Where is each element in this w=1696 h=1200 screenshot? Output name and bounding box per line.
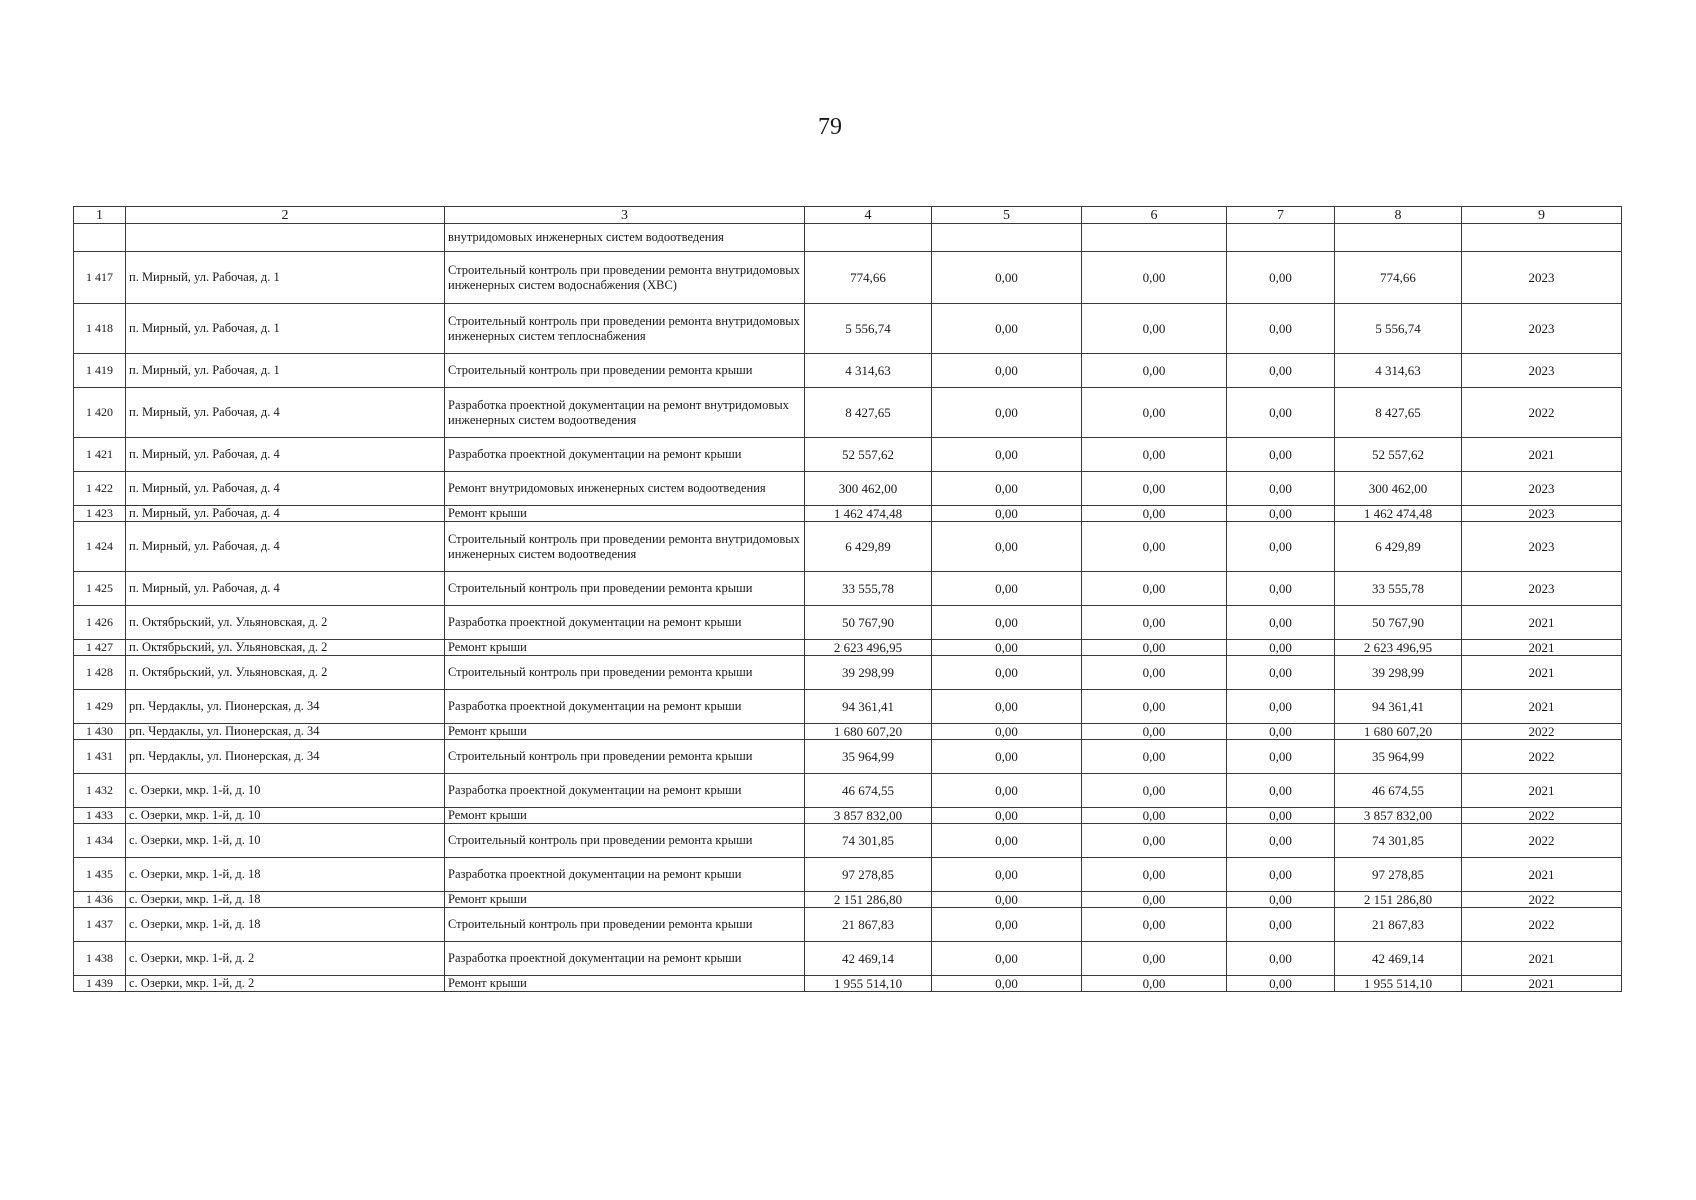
work-type-cell: Разработка проектной документации на ремонт крыши xyxy=(445,942,805,976)
region-budget-cell: 0,00 xyxy=(1082,858,1227,892)
year-cell: 2021 xyxy=(1462,656,1622,690)
year-cell: 2022 xyxy=(1462,892,1622,908)
region-budget-cell: 0,00 xyxy=(1082,808,1227,824)
table-row xyxy=(74,472,1622,506)
fund-cell: 0,00 xyxy=(932,354,1082,388)
total-cost-cell: 6 429,89 xyxy=(805,522,932,572)
year-cell: 2021 xyxy=(1462,606,1622,640)
address-cell: с. Озерки, мкр. 1-й, д. 18 xyxy=(126,858,445,892)
total-cost-cell: 39 298,99 xyxy=(805,656,932,690)
row-number: 1 437 xyxy=(74,908,126,942)
local-budget-cell: 0,00 xyxy=(1227,774,1335,808)
row-number: 1 436 xyxy=(74,892,126,908)
address-cell: п. Октябрьский, ул. Ульяновская, д. 2 xyxy=(126,606,445,640)
owners-funds-cell: 1 680 607,20 xyxy=(1335,724,1462,740)
year-cell: 2021 xyxy=(1462,640,1622,656)
owners-funds-cell: 46 674,55 xyxy=(1335,774,1462,808)
local-budget-cell: 0,00 xyxy=(1227,908,1335,942)
table-row xyxy=(74,354,1622,388)
owners-funds-cell: 2 623 496,95 xyxy=(1335,640,1462,656)
table-row xyxy=(74,438,1622,472)
table-row xyxy=(74,252,1622,304)
row-number: 1 439 xyxy=(74,976,126,992)
address-cell: с. Озерки, мкр. 1-й, д. 10 xyxy=(126,808,445,824)
table-row xyxy=(74,224,1622,252)
local-budget-cell: 0,00 xyxy=(1227,354,1335,388)
region-budget-cell: 0,00 xyxy=(1082,304,1227,354)
fund-cell: 0,00 xyxy=(932,808,1082,824)
work-type-cell: Строительный контроль при проведении ремонта внутридомовых инженерных систем водоснабжения (ХВС) xyxy=(445,252,805,304)
year-cell: 2021 xyxy=(1462,774,1622,808)
fund-cell: 0,00 xyxy=(932,252,1082,304)
work-type-cell: Ремонт крыши xyxy=(445,724,805,740)
table-row xyxy=(74,690,1622,724)
owners-funds-cell xyxy=(1335,224,1462,252)
local-budget-cell: 0,00 xyxy=(1227,438,1335,472)
works-table xyxy=(73,206,1622,992)
table-row xyxy=(74,892,1622,908)
owners-funds-cell: 94 361,41 xyxy=(1335,690,1462,724)
owners-funds-cell: 8 427,65 xyxy=(1335,388,1462,438)
total-cost-cell: 3 857 832,00 xyxy=(805,808,932,824)
row-number: 1 423 xyxy=(74,506,126,522)
row-number: 1 421 xyxy=(74,438,126,472)
year-cell: 2022 xyxy=(1462,724,1622,740)
owners-funds-cell: 300 462,00 xyxy=(1335,472,1462,506)
region-budget-cell: 0,00 xyxy=(1082,908,1227,942)
region-budget-cell: 0,00 xyxy=(1082,522,1227,572)
total-cost-cell: 774,66 xyxy=(805,252,932,304)
local-budget-cell: 0,00 xyxy=(1227,858,1335,892)
region-budget-cell: 0,00 xyxy=(1082,640,1227,656)
owners-funds-cell: 6 429,89 xyxy=(1335,522,1462,572)
fund-cell: 0,00 xyxy=(932,824,1082,858)
region-budget-cell: 0,00 xyxy=(1082,656,1227,690)
address-cell: п. Мирный, ул. Рабочая, д. 4 xyxy=(126,506,445,522)
owners-funds-cell: 50 767,90 xyxy=(1335,606,1462,640)
fund-cell: 0,00 xyxy=(932,942,1082,976)
fund-cell: 0,00 xyxy=(932,774,1082,808)
row-number: 1 422 xyxy=(74,472,126,506)
year-cell: 2023 xyxy=(1462,506,1622,522)
table-row xyxy=(74,506,1622,522)
work-type-cell: Строительный контроль при проведении ремонта крыши xyxy=(445,908,805,942)
local-budget-cell: 0,00 xyxy=(1227,690,1335,724)
address-cell: с. Озерки, мкр. 1-й, д. 10 xyxy=(126,774,445,808)
address-cell: п. Мирный, ул. Рабочая, д. 4 xyxy=(126,388,445,438)
local-budget-cell: 0,00 xyxy=(1227,572,1335,606)
column-header: 9 xyxy=(1462,207,1622,224)
owners-funds-cell: 3 857 832,00 xyxy=(1335,808,1462,824)
owners-funds-cell: 1 462 474,48 xyxy=(1335,506,1462,522)
local-budget-cell xyxy=(1227,224,1335,252)
fund-cell: 0,00 xyxy=(932,304,1082,354)
work-type-cell: Строительный контроль при проведении ремонта крыши xyxy=(445,740,805,774)
region-budget-cell: 0,00 xyxy=(1082,354,1227,388)
row-number: 1 417 xyxy=(74,252,126,304)
table-row xyxy=(74,656,1622,690)
local-budget-cell: 0,00 xyxy=(1227,976,1335,992)
address-cell: с. Озерки, мкр. 1-й, д. 18 xyxy=(126,908,445,942)
year-cell: 2021 xyxy=(1462,438,1622,472)
address-cell: рп. Чердаклы, ул. Пионерская, д. 34 xyxy=(126,724,445,740)
table-row xyxy=(74,724,1622,740)
work-type-cell: Разработка проектной документации на ремонт крыши xyxy=(445,438,805,472)
row-number: 1 430 xyxy=(74,724,126,740)
row-number: 1 418 xyxy=(74,304,126,354)
fund-cell: 0,00 xyxy=(932,472,1082,506)
table-row xyxy=(74,572,1622,606)
total-cost-cell: 2 151 286,80 xyxy=(805,892,932,908)
address-cell: п. Мирный, ул. Рабочая, д. 4 xyxy=(126,572,445,606)
work-type-cell: Строительный контроль при проведении ремонта внутридомовых инженерных систем теплоснабжения xyxy=(445,304,805,354)
address-cell: п. Мирный, ул. Рабочая, д. 1 xyxy=(126,252,445,304)
address-cell: п. Октябрьский, ул. Ульяновская, д. 2 xyxy=(126,640,445,656)
fund-cell: 0,00 xyxy=(932,572,1082,606)
table-body xyxy=(74,224,1622,992)
owners-funds-cell: 4 314,63 xyxy=(1335,354,1462,388)
row-number: 1 429 xyxy=(74,690,126,724)
year-cell: 2021 xyxy=(1462,976,1622,992)
local-budget-cell: 0,00 xyxy=(1227,606,1335,640)
column-header: 6 xyxy=(1082,207,1227,224)
header-row xyxy=(74,207,1622,224)
region-budget-cell: 0,00 xyxy=(1082,976,1227,992)
column-header: 4 xyxy=(805,207,932,224)
work-type-cell: Строительный контроль при проведении ремонта крыши xyxy=(445,572,805,606)
work-type-cell: Разработка проектной документации на ремонт крыши xyxy=(445,606,805,640)
total-cost-cell: 74 301,85 xyxy=(805,824,932,858)
total-cost-cell: 35 964,99 xyxy=(805,740,932,774)
work-type-cell: Строительный контроль при проведении ремонта внутридомовых инженерных систем водоотведения xyxy=(445,522,805,572)
address-cell: п. Мирный, ул. Рабочая, д. 1 xyxy=(126,304,445,354)
local-budget-cell: 0,00 xyxy=(1227,472,1335,506)
region-budget-cell: 0,00 xyxy=(1082,724,1227,740)
year-cell: 2023 xyxy=(1462,522,1622,572)
local-budget-cell: 0,00 xyxy=(1227,304,1335,354)
address-cell: рп. Чердаклы, ул. Пионерская, д. 34 xyxy=(126,690,445,724)
column-header: 1 xyxy=(74,207,126,224)
work-type-cell: внутридомовых инженерных систем водоотведения xyxy=(445,224,805,252)
column-header: 3 xyxy=(445,207,805,224)
local-budget-cell: 0,00 xyxy=(1227,740,1335,774)
total-cost-cell: 42 469,14 xyxy=(805,942,932,976)
owners-funds-cell: 33 555,78 xyxy=(1335,572,1462,606)
fund-cell: 0,00 xyxy=(932,740,1082,774)
year-cell xyxy=(1462,224,1622,252)
address-cell: п. Октябрьский, ул. Ульяновская, д. 2 xyxy=(126,656,445,690)
address-cell: п. Мирный, ул. Рабочая, д. 4 xyxy=(126,522,445,572)
total-cost-cell: 1 462 474,48 xyxy=(805,506,932,522)
region-budget-cell: 0,00 xyxy=(1082,506,1227,522)
column-header: 8 xyxy=(1335,207,1462,224)
region-budget-cell: 0,00 xyxy=(1082,740,1227,774)
owners-funds-cell: 5 556,74 xyxy=(1335,304,1462,354)
fund-cell xyxy=(932,224,1082,252)
work-type-cell: Ремонт крыши xyxy=(445,506,805,522)
year-cell: 2021 xyxy=(1462,690,1622,724)
local-budget-cell: 0,00 xyxy=(1227,724,1335,740)
work-type-cell: Разработка проектной документации на ремонт крыши xyxy=(445,690,805,724)
local-budget-cell: 0,00 xyxy=(1227,942,1335,976)
total-cost-cell: 5 556,74 xyxy=(805,304,932,354)
column-header: 5 xyxy=(932,207,1082,224)
region-budget-cell: 0,00 xyxy=(1082,690,1227,724)
year-cell: 2023 xyxy=(1462,354,1622,388)
address-cell: с. Озерки, мкр. 1-й, д. 18 xyxy=(126,892,445,908)
total-cost-cell: 8 427,65 xyxy=(805,388,932,438)
owners-funds-cell: 52 557,62 xyxy=(1335,438,1462,472)
owners-funds-cell: 774,66 xyxy=(1335,252,1462,304)
region-budget-cell: 0,00 xyxy=(1082,892,1227,908)
owners-funds-cell: 2 151 286,80 xyxy=(1335,892,1462,908)
total-cost-cell xyxy=(805,224,932,252)
total-cost-cell: 4 314,63 xyxy=(805,354,932,388)
work-type-cell: Строительный контроль при проведении ремонта крыши xyxy=(445,656,805,690)
year-cell: 2022 xyxy=(1462,808,1622,824)
total-cost-cell: 1 955 514,10 xyxy=(805,976,932,992)
local-budget-cell: 0,00 xyxy=(1227,656,1335,690)
local-budget-cell: 0,00 xyxy=(1227,640,1335,656)
row-number: 1 432 xyxy=(74,774,126,808)
fund-cell: 0,00 xyxy=(932,858,1082,892)
fund-cell: 0,00 xyxy=(932,976,1082,992)
total-cost-cell: 2 623 496,95 xyxy=(805,640,932,656)
table-row xyxy=(74,606,1622,640)
row-number: 1 427 xyxy=(74,640,126,656)
row-number: 1 419 xyxy=(74,354,126,388)
local-budget-cell: 0,00 xyxy=(1227,824,1335,858)
address-cell: с. Озерки, мкр. 1-й, д. 2 xyxy=(126,976,445,992)
table-row xyxy=(74,824,1622,858)
fund-cell: 0,00 xyxy=(932,506,1082,522)
table-row xyxy=(74,522,1622,572)
year-cell: 2022 xyxy=(1462,388,1622,438)
row-number: 1 425 xyxy=(74,572,126,606)
region-budget-cell: 0,00 xyxy=(1082,606,1227,640)
region-budget-cell: 0,00 xyxy=(1082,388,1227,438)
year-cell: 2023 xyxy=(1462,304,1622,354)
region-budget-cell: 0,00 xyxy=(1082,252,1227,304)
total-cost-cell: 300 462,00 xyxy=(805,472,932,506)
work-type-cell: Разработка проектной документации на ремонт внутридомовых инженерных систем водоотведения xyxy=(445,388,805,438)
year-cell: 2022 xyxy=(1462,824,1622,858)
work-type-cell: Разработка проектной документации на ремонт крыши xyxy=(445,774,805,808)
address-cell: с. Озерки, мкр. 1-й, д. 2 xyxy=(126,942,445,976)
row-number: 1 431 xyxy=(74,740,126,774)
table-row xyxy=(74,388,1622,438)
work-type-cell: Ремонт крыши xyxy=(445,976,805,992)
local-budget-cell: 0,00 xyxy=(1227,506,1335,522)
work-type-cell: Ремонт крыши xyxy=(445,892,805,908)
owners-funds-cell: 39 298,99 xyxy=(1335,656,1462,690)
total-cost-cell: 94 361,41 xyxy=(805,690,932,724)
total-cost-cell: 50 767,90 xyxy=(805,606,932,640)
owners-funds-cell: 35 964,99 xyxy=(1335,740,1462,774)
table-row xyxy=(74,304,1622,354)
year-cell: 2023 xyxy=(1462,472,1622,506)
region-budget-cell: 0,00 xyxy=(1082,472,1227,506)
table-row xyxy=(74,808,1622,824)
row-number: 1 438 xyxy=(74,942,126,976)
total-cost-cell: 21 867,83 xyxy=(805,908,932,942)
fund-cell: 0,00 xyxy=(932,606,1082,640)
total-cost-cell: 33 555,78 xyxy=(805,572,932,606)
address-cell xyxy=(126,224,445,252)
region-budget-cell: 0,00 xyxy=(1082,774,1227,808)
table-row xyxy=(74,774,1622,808)
year-cell: 2021 xyxy=(1462,858,1622,892)
year-cell: 2022 xyxy=(1462,908,1622,942)
work-type-cell: Ремонт крыши xyxy=(445,808,805,824)
fund-cell: 0,00 xyxy=(932,388,1082,438)
local-budget-cell: 0,00 xyxy=(1227,892,1335,908)
owners-funds-cell: 97 278,85 xyxy=(1335,858,1462,892)
local-budget-cell: 0,00 xyxy=(1227,808,1335,824)
address-cell: п. Мирный, ул. Рабочая, д. 1 xyxy=(126,354,445,388)
address-cell: с. Озерки, мкр. 1-й, д. 10 xyxy=(126,824,445,858)
owners-funds-cell: 1 955 514,10 xyxy=(1335,976,1462,992)
year-cell: 2022 xyxy=(1462,740,1622,774)
owners-funds-cell: 21 867,83 xyxy=(1335,908,1462,942)
local-budget-cell: 0,00 xyxy=(1227,388,1335,438)
address-cell: п. Мирный, ул. Рабочая, д. 4 xyxy=(126,472,445,506)
row-number: 1 434 xyxy=(74,824,126,858)
address-cell: п. Мирный, ул. Рабочая, д. 4 xyxy=(126,438,445,472)
fund-cell: 0,00 xyxy=(932,640,1082,656)
owners-funds-cell: 74 301,85 xyxy=(1335,824,1462,858)
owners-funds-cell: 42 469,14 xyxy=(1335,942,1462,976)
table-row xyxy=(74,908,1622,942)
work-type-cell: Разработка проектной документации на ремонт крыши xyxy=(445,858,805,892)
work-type-cell: Строительный контроль при проведении ремонта крыши xyxy=(445,824,805,858)
total-cost-cell: 1 680 607,20 xyxy=(805,724,932,740)
table-row xyxy=(74,858,1622,892)
row-number: 1 435 xyxy=(74,858,126,892)
table-row xyxy=(74,740,1622,774)
fund-cell: 0,00 xyxy=(932,656,1082,690)
total-cost-cell: 97 278,85 xyxy=(805,858,932,892)
work-type-cell: Ремонт внутридомовых инженерных систем водоотведения xyxy=(445,472,805,506)
fund-cell: 0,00 xyxy=(932,892,1082,908)
work-type-cell: Ремонт крыши xyxy=(445,640,805,656)
column-header: 2 xyxy=(126,207,445,224)
region-budget-cell xyxy=(1082,224,1227,252)
address-cell: рп. Чердаклы, ул. Пионерская, д. 34 xyxy=(126,740,445,774)
fund-cell: 0,00 xyxy=(932,724,1082,740)
region-budget-cell: 0,00 xyxy=(1082,824,1227,858)
total-cost-cell: 52 557,62 xyxy=(805,438,932,472)
local-budget-cell: 0,00 xyxy=(1227,252,1335,304)
total-cost-cell: 46 674,55 xyxy=(805,774,932,808)
year-cell: 2023 xyxy=(1462,252,1622,304)
table-row xyxy=(74,942,1622,976)
fund-cell: 0,00 xyxy=(932,522,1082,572)
row-number: 1 424 xyxy=(74,522,126,572)
row-number: 1 426 xyxy=(74,606,126,640)
local-budget-cell: 0,00 xyxy=(1227,522,1335,572)
region-budget-cell: 0,00 xyxy=(1082,572,1227,606)
fund-cell: 0,00 xyxy=(932,690,1082,724)
fund-cell: 0,00 xyxy=(932,438,1082,472)
row-number: 1 420 xyxy=(74,388,126,438)
row-number xyxy=(74,224,126,252)
column-header: 7 xyxy=(1227,207,1335,224)
region-budget-cell: 0,00 xyxy=(1082,942,1227,976)
year-cell: 2021 xyxy=(1462,942,1622,976)
year-cell: 2023 xyxy=(1462,572,1622,606)
table-row xyxy=(74,640,1622,656)
work-type-cell: Строительный контроль при проведении ремонта крыши xyxy=(445,354,805,388)
page-number: 79 xyxy=(818,114,842,140)
fund-cell: 0,00 xyxy=(932,908,1082,942)
table-row xyxy=(74,976,1622,992)
row-number: 1 433 xyxy=(74,808,126,824)
row-number: 1 428 xyxy=(74,656,126,690)
region-budget-cell: 0,00 xyxy=(1082,438,1227,472)
